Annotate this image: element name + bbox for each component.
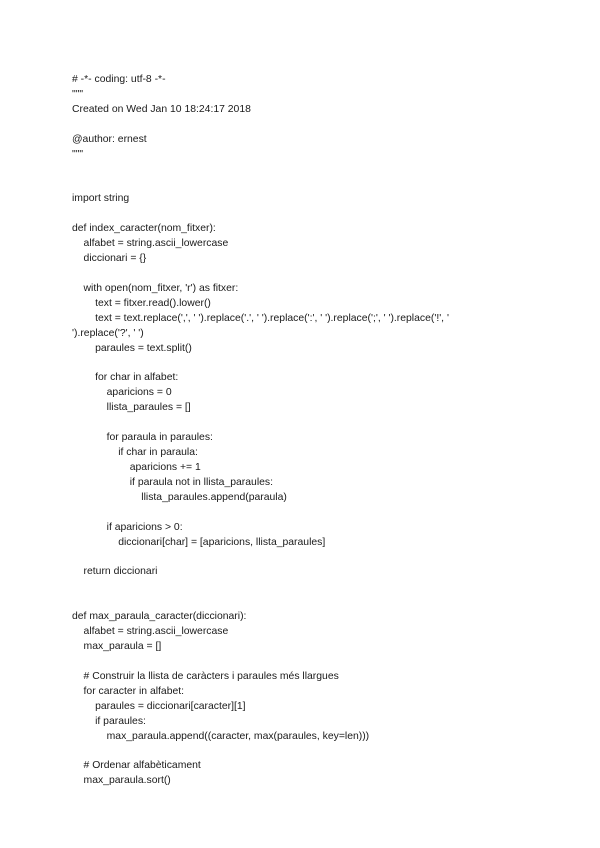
code-line: aparicions += 1 [72,461,201,473]
code-line: """ [72,88,84,100]
code-line: ').replace('?', ' ') [72,327,144,339]
code-line: # Ordenar alfabèticament [72,760,201,772]
code-line: for char in alfabet: [72,372,179,384]
code-line: llista_paraules.append(paraula) [72,491,287,503]
code-line: paraules = diccionari[caracter][1] [72,700,246,712]
code-line: # Construir la llista de caràcters i paraules més llargues [72,670,339,682]
code-line: text = text.replace(',', ' ').replace('.', ' ').replace(':', ' ').replace(';', ' ').replace('!', ' [72,312,449,324]
code-line: llista_paraules = [] [72,402,191,414]
code-line: text = fitxer.read().lower() [72,297,211,309]
code-line: @author: ernest [72,133,147,145]
code-line: def max_paraula_caracter(diccionari): [72,611,247,623]
code-line: diccionari = {} [72,253,147,264]
code-line: alfabet = string.ascii_lowercase [72,626,229,637]
code-line: import string [72,193,130,205]
code-line: max_paraula.append((caracter, max(paraules, key=len))) [72,730,370,742]
code-line: aparicions = 0 [72,387,172,399]
code-line: if char in paraula: [72,447,198,458]
code-line: max_paraula.sort() [72,775,171,787]
code-line: if paraules: [72,715,146,727]
code-line: for caracter in alfabet: [72,685,185,697]
code-line: if paraula not in llista_paraules: [72,476,273,488]
code-line: return diccionari [72,566,158,578]
code-line: paraules = text.split() [72,342,192,354]
code-line: Created on Wed Jan 10 18:24:17 2018 [72,103,251,115]
code-line: alfabet = string.ascii_lowercase [72,238,229,250]
code-line: # -*- coding: utf-8 -*- [72,74,166,85]
code-line: diccionari[char] = [aparicions, llista_paraules] [72,536,326,548]
code-line: for paraula in paraules: [72,432,213,444]
code-line: if aparicions > 0: [72,521,183,533]
code-line: max_paraula = [] [72,641,162,652]
code-line: """ [72,148,84,160]
code-line: with open(nom_fitxer, 'r') as fitxer: [72,282,239,294]
code-line: def index_caracter(nom_fitxer): [72,223,216,235]
